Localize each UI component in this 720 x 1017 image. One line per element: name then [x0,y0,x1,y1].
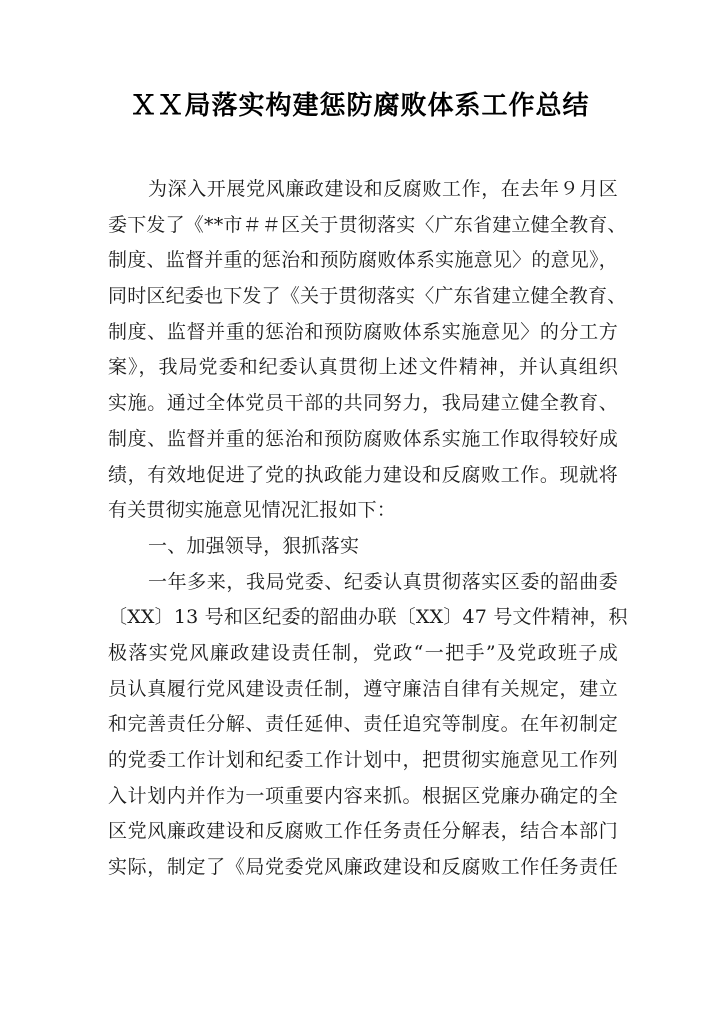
paragraph-line: 实施。通过全体党员干部的共同努力，我局建立健全教育、 [108,392,618,415]
paragraph-line: 和完善责任分解、责任延伸、责任追究等制度。在年初制定 [108,713,618,736]
paragraph-line: 实际，制定了《局党委党风廉政建设和反腐败工作任务责任 [108,856,618,879]
paragraph-line: 绩，有效地促进了党的执政能力建设和反腐败工作。现就将 [108,463,618,486]
paragraph-line: 制度、监督并重的惩治和预防腐败体系实施意见〉的分工方 [108,320,618,343]
paragraph-line: 制度、监督并重的惩治和预防腐败体系实施工作取得较好成 [108,427,618,450]
document-body [108,172,628,886]
paragraph-line: 制度、监督并重的惩治和预防腐败体系实施意见〉的意见》， [108,249,618,272]
paragraph-line: 区党风廉政建设和反腐败工作任务责任分解表，结合本部门 [108,820,618,843]
paragraph-line: 同时区纪委也下发了《关于贯彻落实〈广东省建立健全教育、 [108,285,627,308]
paragraph-line: 一年多来，我局党委、纪委认真贯彻落实区委的韶曲委 [148,570,618,593]
paragraph-line: 入计划内并作为一项重要内容来抓。根据区党廉办确定的全 [108,784,618,807]
paragraph-line: 员认真履行党风建设责任制，遵守廉洁自律有关规定，建立 [108,677,618,700]
paragraph-line: 案》，我局党委和纪委认真贯彻上述文件精神，并认真组织 [108,356,618,379]
paragraph-line: 为深入开展党风廉政建设和反腐败工作，在去年９月区 [148,178,618,200]
document-title: ＸＸ局落实构建惩防腐败体系工作总结 [130,91,590,121]
paragraph-line: 极落实党风廉政建设责任制，党政“一把手”及党政班子成 [108,641,618,664]
paragraph-line: 的党委工作计划和纪委工作计划中，把贯彻实施意见工作列 [108,749,618,771]
paragraph-line: 有关贯彻实施意见情况汇报如下： [108,499,397,522]
paragraph-line: 委下发了《**市＃＃区关于贯彻落实〈广东省建立健全教育、 [108,213,627,236]
section-heading: 一、加强领导，狠抓落实 [148,534,360,557]
paragraph-line: 〔XX〕13 号和区纪委的韶曲办联〔XX〕47 号文件精神，积 [108,606,628,629]
